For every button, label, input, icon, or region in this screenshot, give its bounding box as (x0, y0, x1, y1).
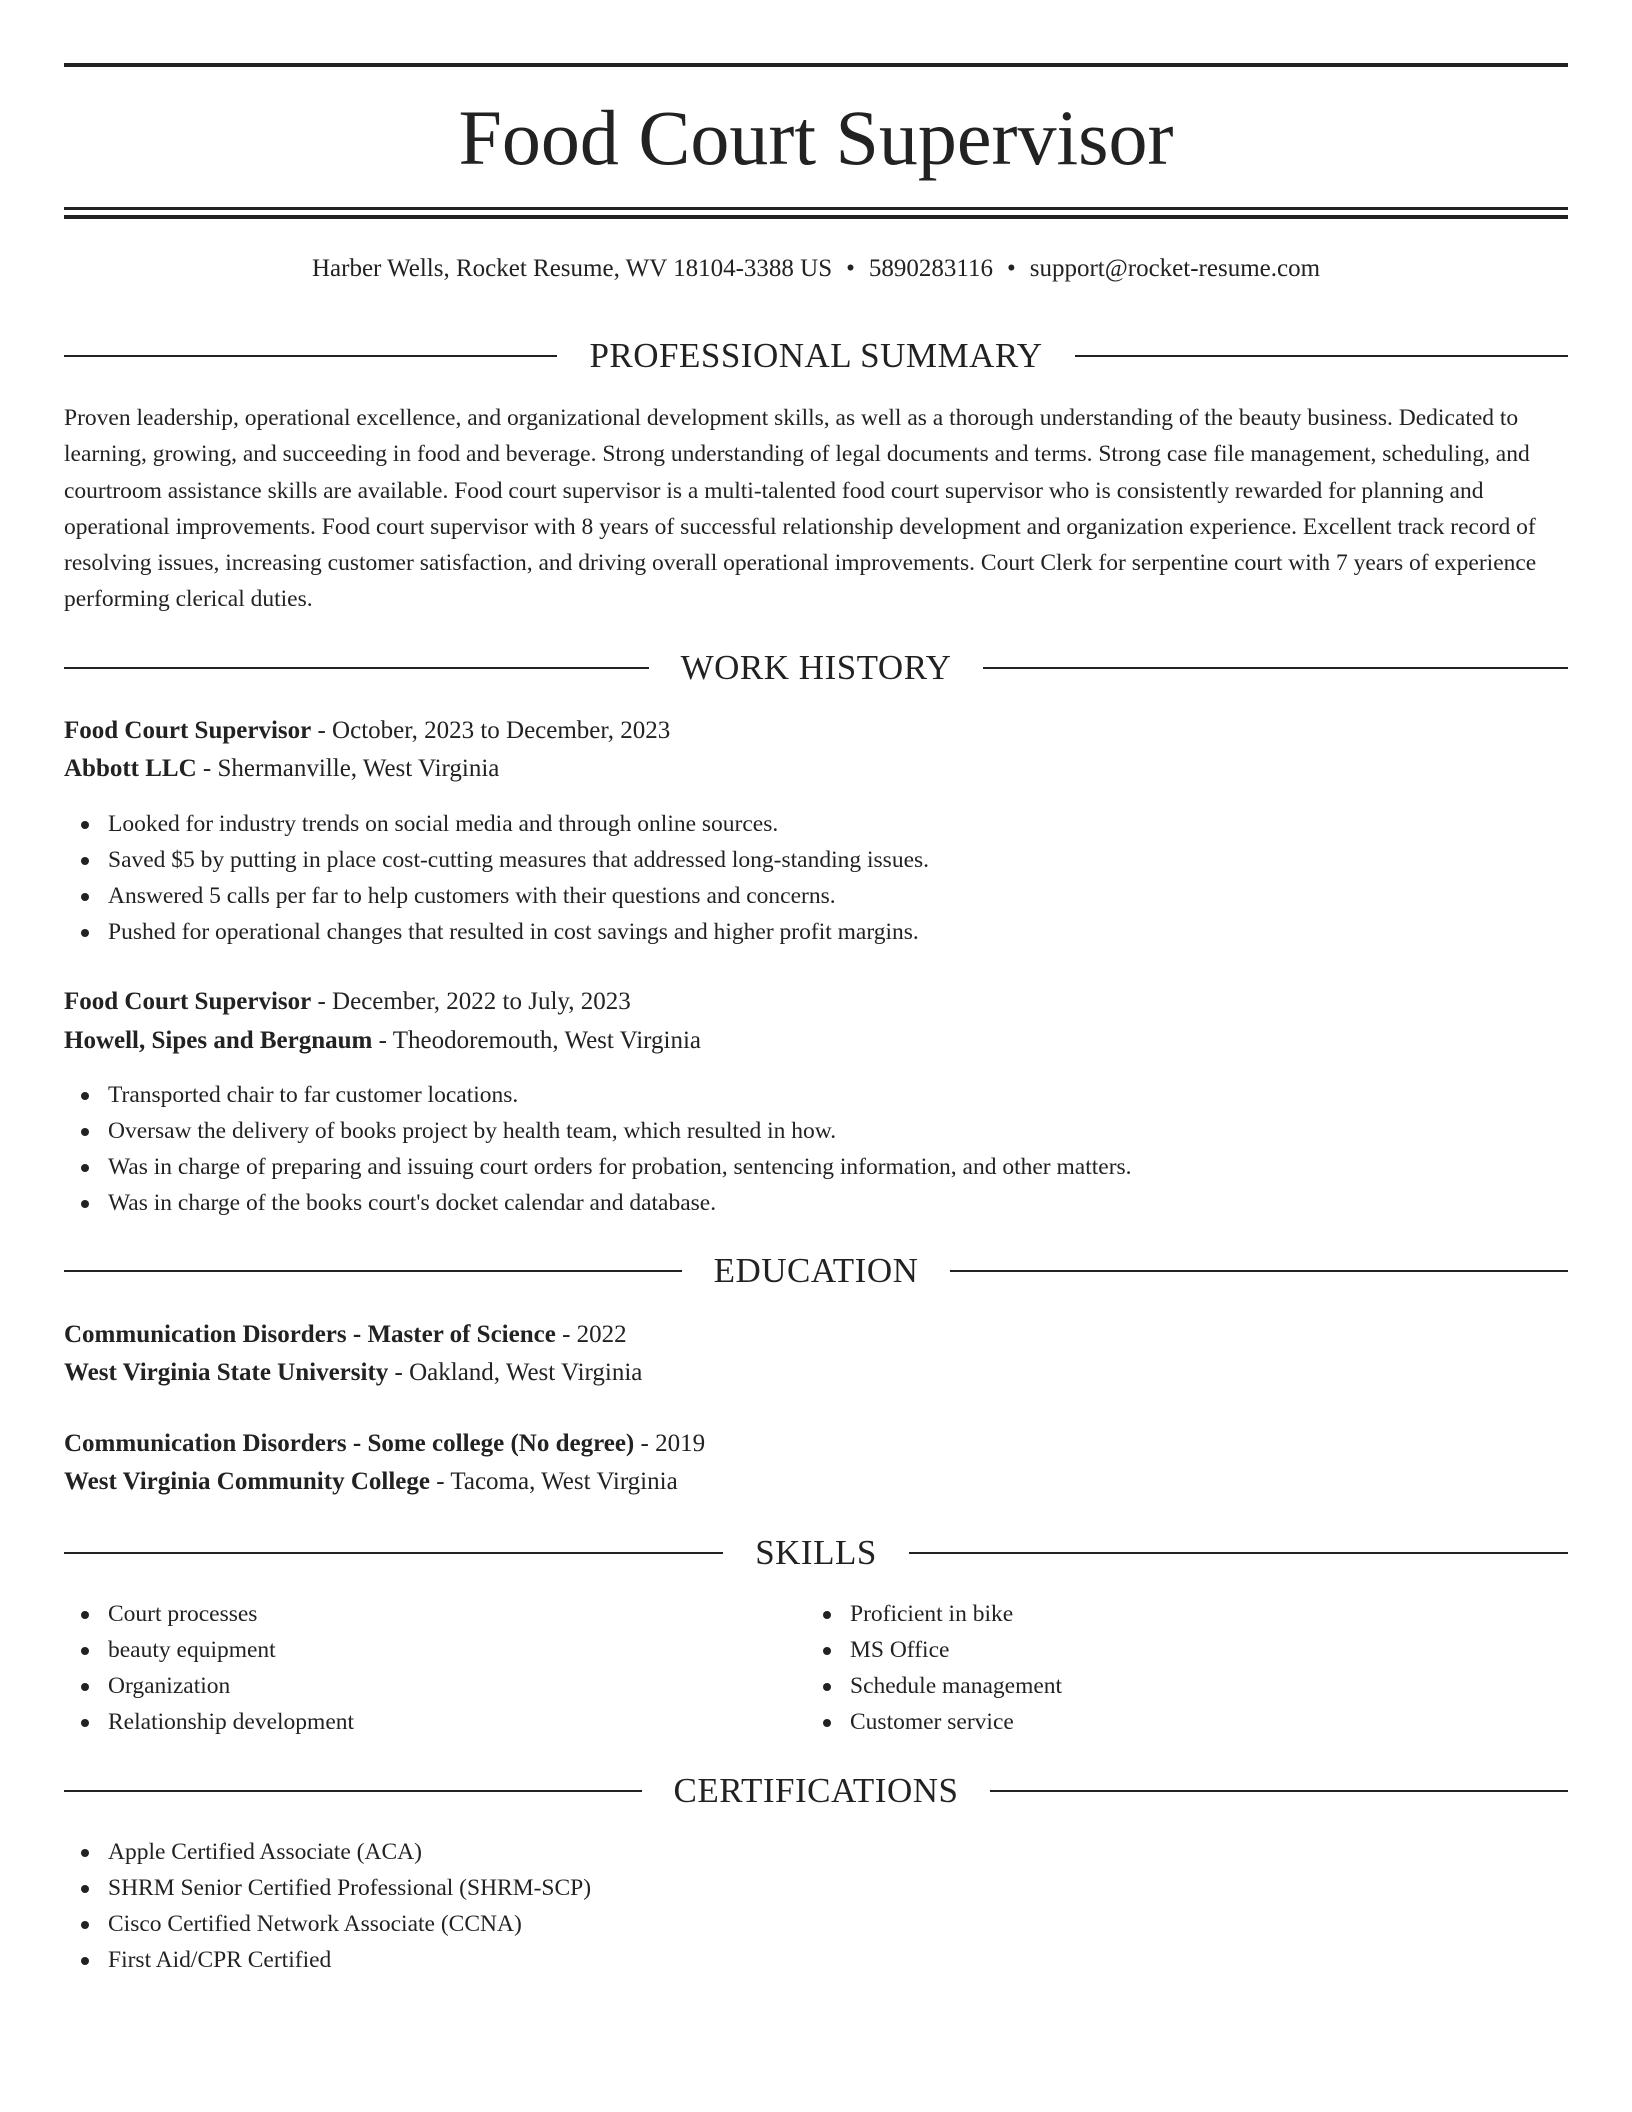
list-item: Answered 5 calls per far to help customers with their questions and concerns. (108, 878, 929, 914)
education-year: - 2022 (555, 1321, 627, 1348)
job-dates: - October, 2023 to December, 2023 (311, 717, 671, 744)
list-item: Saved $5 by putting in place cost-cutting measures that addressed long-standing issues. (108, 842, 929, 878)
list-item: SHRM Senior Certified Professional (SHRM-SCP) (108, 1870, 591, 1906)
list-item: Was in charge of the books court's docket calendar and database. (108, 1185, 1132, 1221)
section-title-certifications: CERTIFICATIONS (673, 1771, 959, 1810)
job-company-line (64, 751, 499, 787)
list-item: Cisco Certified Network Associate (CCNA) (108, 1906, 591, 1942)
skills-list-left (64, 1596, 354, 1740)
section-header-education (64, 1249, 1568, 1293)
section-rule-left (64, 667, 649, 669)
section-rule-right (950, 1270, 1568, 1272)
education-degree-line (64, 1426, 705, 1462)
section-header-skills (64, 1531, 1568, 1575)
list-item: Court processes (108, 1596, 354, 1632)
job-role: Food Court Supervisor (64, 988, 312, 1015)
list-item: Looked for industry trends on social media and through online sources. (108, 806, 929, 842)
header-top-rule (64, 63, 1568, 67)
education-degree: Communication Disorders - Master of Science (64, 1321, 556, 1348)
skills-list-right (806, 1596, 1062, 1740)
section-title-skills: SKILLS (755, 1533, 877, 1572)
job-bullets (64, 1077, 1132, 1221)
list-item: Apple Certified Associate (ACA) (108, 1834, 591, 1870)
education-degree-line (64, 1317, 627, 1353)
list-item: Pushed for operational changes that resulted in cost savings and higher profit margins. (108, 914, 929, 950)
list-item: Organization (108, 1668, 354, 1704)
job-company: Howell, Sipes and Bergnaum (64, 1027, 373, 1054)
list-item: Proficient in bike (850, 1596, 1062, 1632)
list-item: Schedule management (850, 1668, 1062, 1704)
section-rule-left (64, 355, 557, 357)
contact-email[interactable]: support@rocket-resume.com (1029, 255, 1321, 282)
section-rule-right (1075, 355, 1568, 357)
resume-title: Food Court Supervisor (458, 94, 1174, 181)
job-location: - Theodoremouth, West Virginia (372, 1027, 702, 1054)
section-rule-left (64, 1790, 642, 1792)
summary-paragraph: Proven leadership, operational excellence, and organizational development skills, as well as a thorough understanding of the beauty business. Dedicated to learning, growing, and succeeding in food and beverage. Strong understanding of legal documents and terms. Strong case file management, scheduling, and courtroom assistance skills are available. Food court supervisor is a multi-talented food court supervisor who is consistently rewarded for planning and operational improvements. Food court supervisor with 8 years of successful relationship development and organization experience. Excellent track record of resolving issues, increasing customer satisfaction, and driving overall operational improvements. Court Clerk for serpentine court with 7 years of experience performing clerical duties. (64, 405, 1537, 613)
list-item: Was in charge of preparing and issuing court orders for probation, sentencing information, and other matters. (108, 1149, 1132, 1185)
section-rule-left (64, 1552, 723, 1554)
job-title-line (64, 984, 631, 1020)
header-double-rule-lower (64, 215, 1568, 219)
list-item: beauty equipment (108, 1632, 354, 1668)
job-dates: - December, 2022 to July, 2023 (311, 988, 631, 1015)
education-location: - Tacoma, West Virginia (429, 1468, 678, 1495)
section-rule-right (983, 667, 1568, 669)
job-company: Abbott LLC (64, 755, 197, 782)
list-item: Oversaw the delivery of books project by health team, which resulted in how. (108, 1113, 1132, 1149)
education-year: - 2019 (634, 1430, 706, 1457)
job-title-line (64, 713, 670, 749)
job-bullets (64, 806, 929, 950)
section-rule-left (64, 1270, 682, 1272)
section-header-summary (64, 334, 1568, 378)
list-item: MS Office (850, 1632, 1062, 1668)
job-location: - Shermanville, West Virginia (196, 755, 500, 782)
education-location: - Oakland, West Virginia (388, 1359, 643, 1386)
education-degree: Communication Disorders - Some college (No degree) (64, 1430, 635, 1457)
contact-line (64, 252, 1568, 286)
education-school-line (64, 1355, 642, 1391)
section-title-education: EDUCATION (713, 1251, 919, 1290)
section-title-summary: PROFESSIONAL SUMMARY (589, 336, 1043, 375)
list-item: Relationship development (108, 1704, 354, 1740)
education-school: West Virginia Community College (64, 1468, 430, 1495)
section-rule-right (909, 1552, 1568, 1554)
contact-separator: • (1006, 255, 1016, 282)
certifications-list (64, 1834, 591, 1978)
section-header-work (64, 646, 1568, 690)
section-header-certifications (64, 1769, 1568, 1813)
education-school-line (64, 1464, 678, 1500)
section-rule-right (990, 1790, 1568, 1792)
section-title-work: WORK HISTORY (680, 648, 952, 687)
list-item: Transported chair to far customer locations. (108, 1077, 1132, 1113)
header-double-rule-upper (64, 207, 1568, 210)
job-role: Food Court Supervisor (64, 717, 312, 744)
job-company-line (64, 1023, 701, 1059)
contact-phone: 5890283116 (868, 255, 993, 282)
list-item: Customer service (850, 1704, 1062, 1740)
list-item: First Aid/CPR Certified (108, 1942, 591, 1978)
contact-separator: • (846, 255, 855, 282)
contact-address: Harber Wells, Rocket Resume, WV 18104-3388 US (311, 255, 833, 282)
education-school: West Virginia State University (64, 1359, 389, 1386)
